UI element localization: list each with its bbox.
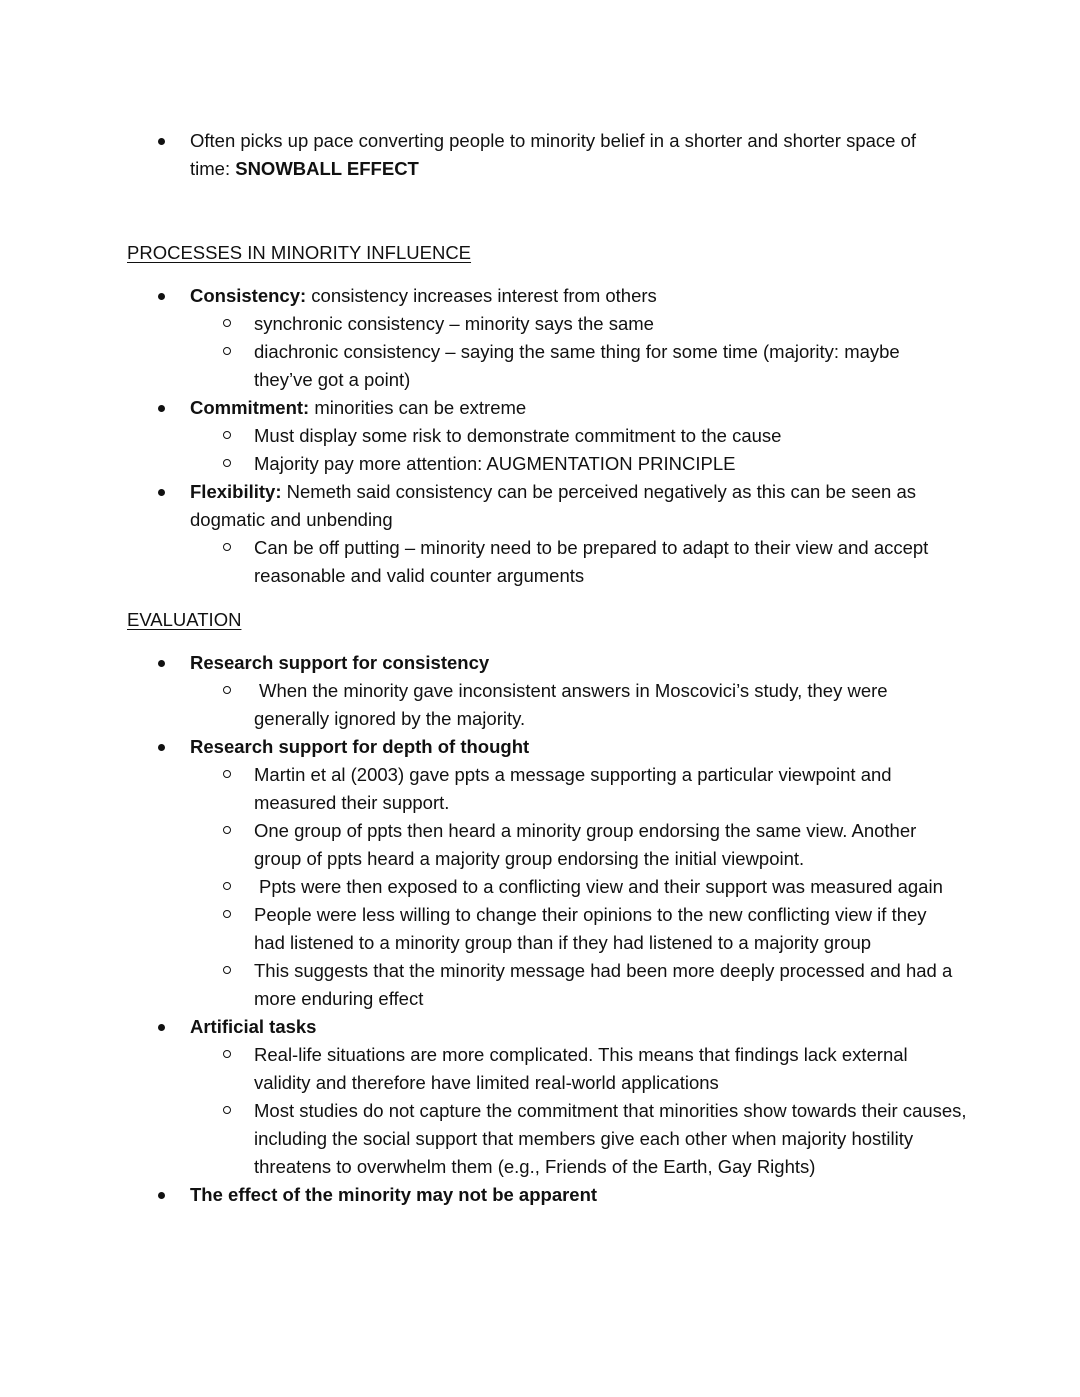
bullet-item-research-consistency: [0, 649, 1080, 677]
sub-bullet-item: Must display some risk to demonstrate commitment to the cause: [0, 422, 1080, 450]
intro-section: [0, 127, 1080, 183]
sub-bullet-item: Real-life situations are more complicated. This means that findings lack external validity and therefore have limited real-world applications: [0, 1041, 1080, 1097]
sub-bullet-item: Majority pay more attention: AUGMENTATION PRINCIPLE: [0, 450, 1080, 478]
bullet-item-research-depth: [0, 733, 1080, 761]
bullet-title: Artificial tasks: [190, 1016, 317, 1037]
bullet-title: Research support for consistency: [190, 652, 490, 673]
snowball-effect-term: SNOWBALL EFFECT: [235, 158, 419, 179]
sub-bullet-item: Ppts were then exposed to a conflicting view and their support was measured again: [0, 873, 1080, 901]
sub-bullet-item: Most studies do not capture the commitment that minorities show towards their causes, including the social support that members give each other when majority hostility threatens to overwhelm them (e.g., Friends of the Earth, Gay Rights): [0, 1097, 1080, 1181]
processes-list: [0, 282, 1080, 590]
bullet-item-minority-effect: [0, 1181, 1080, 1209]
bullet-item-consistency: [0, 282, 1080, 310]
bullet-text: Often picks up pace converting people to minority belief in a shorter and shorter space of time:: [190, 130, 917, 179]
bullet-title: Research support for depth of thought: [190, 736, 530, 757]
evaluation-list: [0, 649, 1080, 1209]
sub-bullet-item: One group of ppts then heard a minority group endorsing the same view. Another group of ppts heard a majority group endorsing the initial viewpoint.: [0, 817, 1080, 873]
bullet-title: The effect of the minority may not be apparent: [190, 1184, 598, 1205]
sub-bullet-item: People were less willing to change their opinions to the new conflicting view if they had listened to a minority group than if they had listened to a majority group: [0, 901, 1080, 957]
bullet-item-artificial-tasks: [0, 1013, 1080, 1041]
bullet-item: [0, 127, 1080, 183]
bullet-term: Consistency:: [190, 285, 307, 306]
bullet-term: Flexibility:: [190, 481, 282, 502]
sub-bullet-item: Can be off putting – minority need to be prepared to adapt to their view and accept reasonable and valid counter arguments: [0, 534, 1080, 590]
bullet-item-commitment: [0, 394, 1080, 422]
bullet-text: consistency increases interest from others: [306, 285, 657, 306]
bullet-text: Nemeth said consistency can be perceived negatively as this can be seen as dogmatic and unbending: [190, 481, 917, 530]
sub-bullet-item: synchronic consistency – minority says the same: [0, 310, 1080, 338]
sub-bullet-item: Martin et al (2003) gave ppts a message supporting a particular viewpoint and measured their support.: [0, 761, 1080, 817]
sub-bullet-item: This suggests that the minority message had been more deeply processed and had a more enduring effect: [0, 957, 1080, 1013]
processes-heading: PROCESSES IN MINORITY INFLUENCE: [127, 242, 472, 263]
evaluation-heading: EVALUATION: [127, 609, 242, 630]
bullet-text: minorities can be extreme: [309, 397, 527, 418]
sub-bullet-item: When the minority gave inconsistent answers in Moscovici’s study, they were generally ignored by the majority.: [0, 677, 1080, 733]
bullet-term: Commitment:: [190, 397, 310, 418]
bullet-item-flexibility: [0, 478, 1080, 534]
sub-bullet-item: diachronic consistency – saying the same thing for some time (majority: maybe they’ve got a point): [0, 338, 1080, 394]
